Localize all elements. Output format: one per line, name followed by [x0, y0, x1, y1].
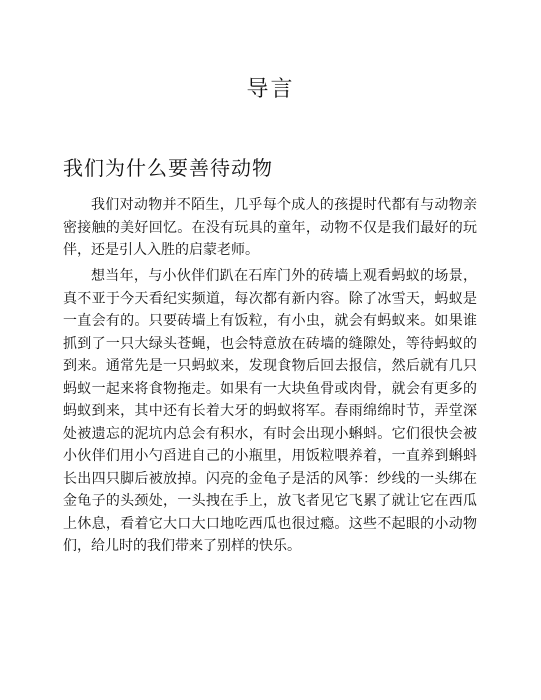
section-heading: 我们为什么要善待动物: [63, 156, 273, 180]
paragraph-2: 想当年，与小伙伴们趴在石库门外的砖墙上观看蚂蚁的场景，真不亚于今天看纪实频道，每次都有新内容。除了冰雪天，蚂蚁是一直会有的。只要砖墙上有饭粒，有小虫，就会有蚂蚁来。如果谁抓到了一只大绿头苍蝇，也会特意放在砖墙的缝隙处，等待蚂蚁的到来。通常先是一只蚂蚁来，发现食物后回去报信，然后就有几只蚂蚁一起来将食物拖走。如果有一大块鱼骨或肉骨，就会有更多的蚂蚁到来，其中还有长着大牙的蚂蚁将军。春雨绵绵时节，弄堂深处被遗忘的泥坑内总会有积水，有时会出现小蝌蚪。它们很快会被小伙伴们用小勺舀进自己的小瓶里，用饭粒喂养着，一直养到蝌蚪长出四只脚后被放掉。闪亮的金龟子是活的风筝：纱线的一头绑在金龟子的头颈处，一头拽在手上，放飞者见它飞累了就让它在西瓜上休息，看着它大口大口地吃西瓜也很过瘾。这些不起眼的小动物们，给儿时的我们带来了别样的快乐。: [63, 268, 477, 554]
page-title: 导言: [246, 77, 295, 102]
paragraph-1: 我们对动物并不陌生，几乎每个成人的孩提时代都有与动物亲密接触的美好回忆。在没有玩具的童年，动物不仅是我们最好的玩伴，还是引人入胜的启蒙老师。: [63, 197, 477, 258]
